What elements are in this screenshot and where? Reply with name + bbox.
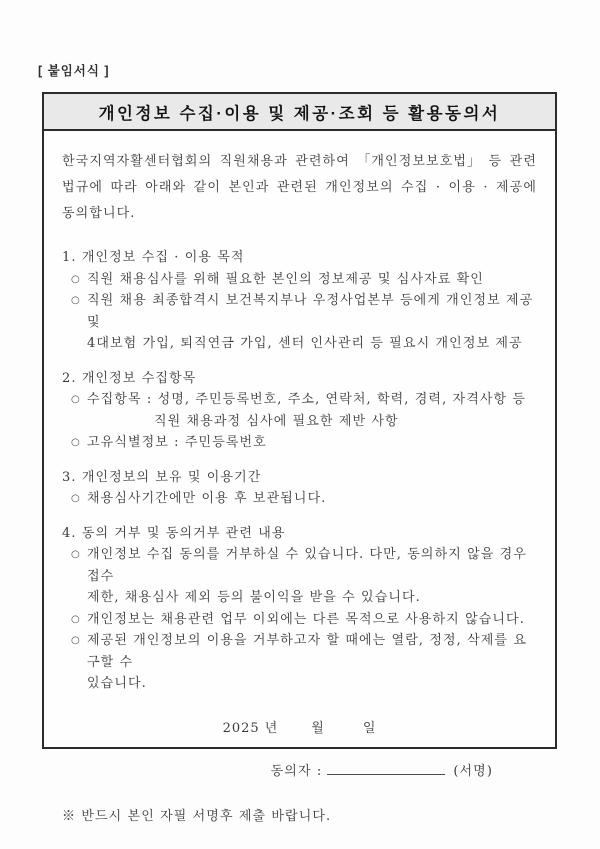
bullet-circle-icon: ○ [71, 295, 81, 306]
form-body [44, 131, 555, 827]
bullet-line-indented: 직원 채용과정 심사에 필요한 제반 사항 [154, 413, 399, 429]
bullet-line: 4대보험 가입, 퇴직연금 가입, 센터 인사관리 등 필요시 개인정보 제공 [87, 336, 523, 351]
section-heading: 4. 동의 거부 및 동의거부 관련 내용 [62, 525, 286, 541]
section-heading: 3. 개인정보의 보유 및 이용기간 [62, 469, 262, 485]
bullet-line: 채용심사기간에만 이용 후 보관됩니다. [87, 491, 327, 506]
bullet-text [87, 609, 537, 631]
signature-line [62, 761, 537, 782]
bullet-item [62, 630, 537, 695]
bullet-text [87, 630, 537, 695]
bullet-text [87, 290, 537, 355]
bullet-item [62, 544, 537, 609]
bullet-line: 개인정보 수집 동의를 거부하실 수 있습니다. 다만, 동의하지 않을 경우 접수 [87, 547, 527, 584]
bullet-text [87, 269, 537, 291]
date-year: 2025 [222, 720, 260, 736]
bullet-text [87, 389, 537, 432]
bullet-line: 수집항목 : 성명, 주민등록번호, 주소, 연락처, 학력, 경력, 자격사항 등 [87, 392, 527, 407]
signer-label: 동의자 : [270, 763, 323, 779]
bullet-text [87, 488, 537, 510]
bullet-line: 제한, 채용심사 제외 등의 불이익을 받을 수 있습니다. [87, 590, 421, 605]
bullet-circle-icon: ○ [71, 273, 81, 285]
bullet-item [62, 432, 537, 454]
bullet-line: 제공된 개인정보의 이용을 거부하고자 할 때에는 열람, 정정, 삭제를 요구할 수 [87, 633, 527, 670]
bullet-line: 직원 채용심사를 위해 필요한 본인의 정보제공 및 심사자료 확인 [87, 271, 484, 287]
bullet-item [62, 488, 537, 510]
section-items [62, 368, 537, 454]
section-retention [62, 467, 537, 510]
bullet-circle-icon: ○ [71, 394, 81, 405]
section-purpose [62, 247, 537, 355]
bullet-circle-icon: ○ [71, 549, 81, 560]
bullet-circle-icon: ○ [71, 437, 81, 448]
bullet-item [62, 389, 537, 432]
bullet-line: 있습니다. [87, 676, 147, 691]
signature-blank-line [327, 762, 445, 775]
bullet-circle-icon: ○ [71, 635, 81, 646]
form-title: 개인정보 수집·이용 및 제공·조회 등 활용동의서 [98, 104, 501, 123]
bullet-line: 직원 채용 최종합격시 보건복지부나 우정사업본부 등에게 개인정보 제공 및 [87, 293, 534, 330]
footnote: ※ 반드시 본인 자필 서명후 제출 바랍니다. [62, 808, 332, 824]
bullet-text [87, 432, 537, 454]
bullet-item [62, 609, 537, 631]
date-month-label: 월 [311, 720, 325, 736]
bullet-text [87, 544, 537, 609]
attachment-label: [ 붙임서식 ] [38, 64, 110, 78]
section-heading: 2. 개인정보 수집항목 [62, 370, 197, 386]
date-year-label: 년 [264, 720, 279, 736]
bullet-circle-icon: ○ [71, 493, 81, 504]
consent-form-box [42, 92, 557, 824]
intro-paragraph: 한국지역자활센터협회의 직원채용과 관련하여 「개인정보보호법」 등 관련법규에 따라 아래와 같이 본인과 관련된 개인정보의 수집 · 이용 · 제공에 동의합니다. [62, 154, 537, 221]
section-heading: 1. 개인정보 수집 · 이용 목적 [62, 250, 245, 265]
bullet-circle-icon: ○ [71, 613, 81, 625]
date-line [62, 718, 537, 739]
section-refusal [62, 523, 537, 695]
bullet-item [62, 269, 537, 291]
bullet-line: 고유식별정보 : 주민등록번호 [87, 435, 267, 450]
signature-suffix: (서명) [453, 763, 493, 779]
date-day-label: 일 [362, 720, 377, 736]
form-title-bar [44, 94, 555, 131]
bullet-item [62, 290, 537, 355]
bullet-line: 개인정보는 채용관련 업무 이외에는 다른 목적으로 사용하지 않습니다. [87, 611, 525, 627]
